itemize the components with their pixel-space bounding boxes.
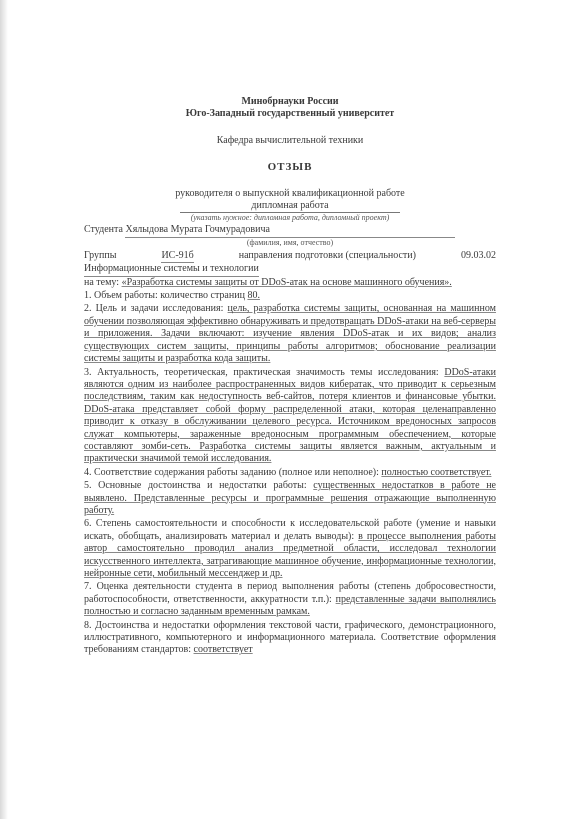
subject-line-2 [84,200,496,213]
item-value: существенных недостатков в работе не выявлено. Представленные ресурсы и программные решения отражающие выполненную работу. [84,480,496,516]
item-value: соответствует [193,644,253,656]
item-value: в процессе выполнения работы автор самостоятельно проводил анализ предметной области, исследовал технологии искусственного интеллекта, затрагивающие машинное обучение, информационные технологии, нейронные сети, мобильный мессенджер и др. [84,530,496,579]
work-type-value: дипломная работа [180,200,400,213]
university-name: Юго-Западный государственный университет [185,108,395,120]
item-label: Цель и задачи исследования: [95,303,224,315]
list-item-1 [84,290,496,302]
item-number: 1. [84,290,92,302]
item-value: полностью соответствует. [381,466,492,478]
item-number: 5. [84,480,92,492]
direction-code: 09.03.02 [460,249,496,261]
work-type-hint: (указать нужное: дипломная работа, дипломный проект) [190,213,390,223]
student-hint: (фамилия, имя, отчество) [246,237,334,247]
student-label: Студента [84,224,123,236]
list-item-2 [84,303,496,365]
direction-name: Информационные системы и технологии [84,263,259,276]
item-value: 80. [247,290,260,302]
list-item-8 [84,620,496,657]
direction-label: направления подготовки (специальности) [238,249,416,261]
item-label: Соответствие содержания работы заданию (полное или неполное): [94,466,379,478]
list-item-6 [84,518,496,580]
document-title: ОТЗЫВ [267,161,313,174]
item-label: Объем работы: количество страниц [94,290,245,302]
group-line [84,250,496,263]
subject-line-1: руководителя о выпускной квалификационной работе [175,187,405,199]
item-number: 3. [84,366,92,378]
item-value: цель, разработка системы защиты, основанная на машинном обучении позволяющая эффективно обнаруживать и предотвращать DDoS-атаки на веб-серверы и приложения. Задачи включают: изучение явления DDoS-атак и их видов; анализ существующих систем защиты, принципы работы алгоритмов; обоснование реализации системы защиты и разработка кода защиты. [84,303,497,365]
item-number: 4. [84,466,92,478]
list-item-4 [84,467,496,479]
group-label: Группы [84,249,117,261]
scan-edge-shadow [0,0,8,819]
list-item-5 [84,480,496,517]
topic-line [84,277,496,289]
student-line [84,224,496,237]
group-value: ИС-91б [161,250,193,263]
item-number: 8. [84,619,92,631]
group-block [84,250,496,289]
topic-value: «Разработка системы защиты от DDoS-атак на основе машинного обучения». [121,276,452,288]
student-block [84,224,496,247]
item-label: Достоинства и недостатки оформления текстовой части, графического, демонстрационного, иллюстративного, компьютерного и информационного материала. Соответствие оформления требованиям стандартов: [84,619,496,656]
ministry-name: Минобрнауки России [241,96,339,107]
list-item-3 [84,367,496,466]
list-item-7 [84,581,496,618]
item-number: 2. [84,303,92,315]
item-number: 6. [84,518,92,530]
item-number: 7. [84,581,92,593]
item-value: представленные задачи выполнялись полностью и согласно заданным временным рамкам. [84,593,496,618]
header-block [84,96,496,174]
item-label: Степень самостоятельности и способности к исследовательской работе (умение и навыки искать, обобщать, анализировать материал и делать выводы): [84,518,496,542]
item-label: Оценка деятельности студента в период выполнения работы (степень добросовестности, работоспособности, ответственности, аккуратности т.п.): [84,581,497,605]
item-label: Актуальность, теоретическая, практическая значимость темы исследования: [97,366,439,378]
student-name: Хялыдова Мурата Гочмурадовича [125,224,455,237]
item-label: Основные достоинства и недостатки работы: [98,480,307,492]
item-value: DDoS-атаки являются одним из наиболее распространенных видов кибератак, что приводит к серьезным последствиям, таким как недоступность веб-сайтов, потеря клиентов и финансовые убытки. DDoS-атака представляет собой форму распределенной атаки, которая целенаправленно приводит к отказу в обслуживании целевого ресурса. Источником вредоносных запросов служат компьютеры, зараженные вредоносным программным обеспечением, которые составляют зомби-сеть. Разработка системы защиты является важным, актуальным и практически значимой темой исследования. [84,366,496,465]
topic-label: на тему: [84,276,120,288]
subject-block [84,188,496,224]
document-content [84,96,496,657]
department-name: Кафедра вычислительной техники [216,134,364,146]
review-items [84,290,496,657]
